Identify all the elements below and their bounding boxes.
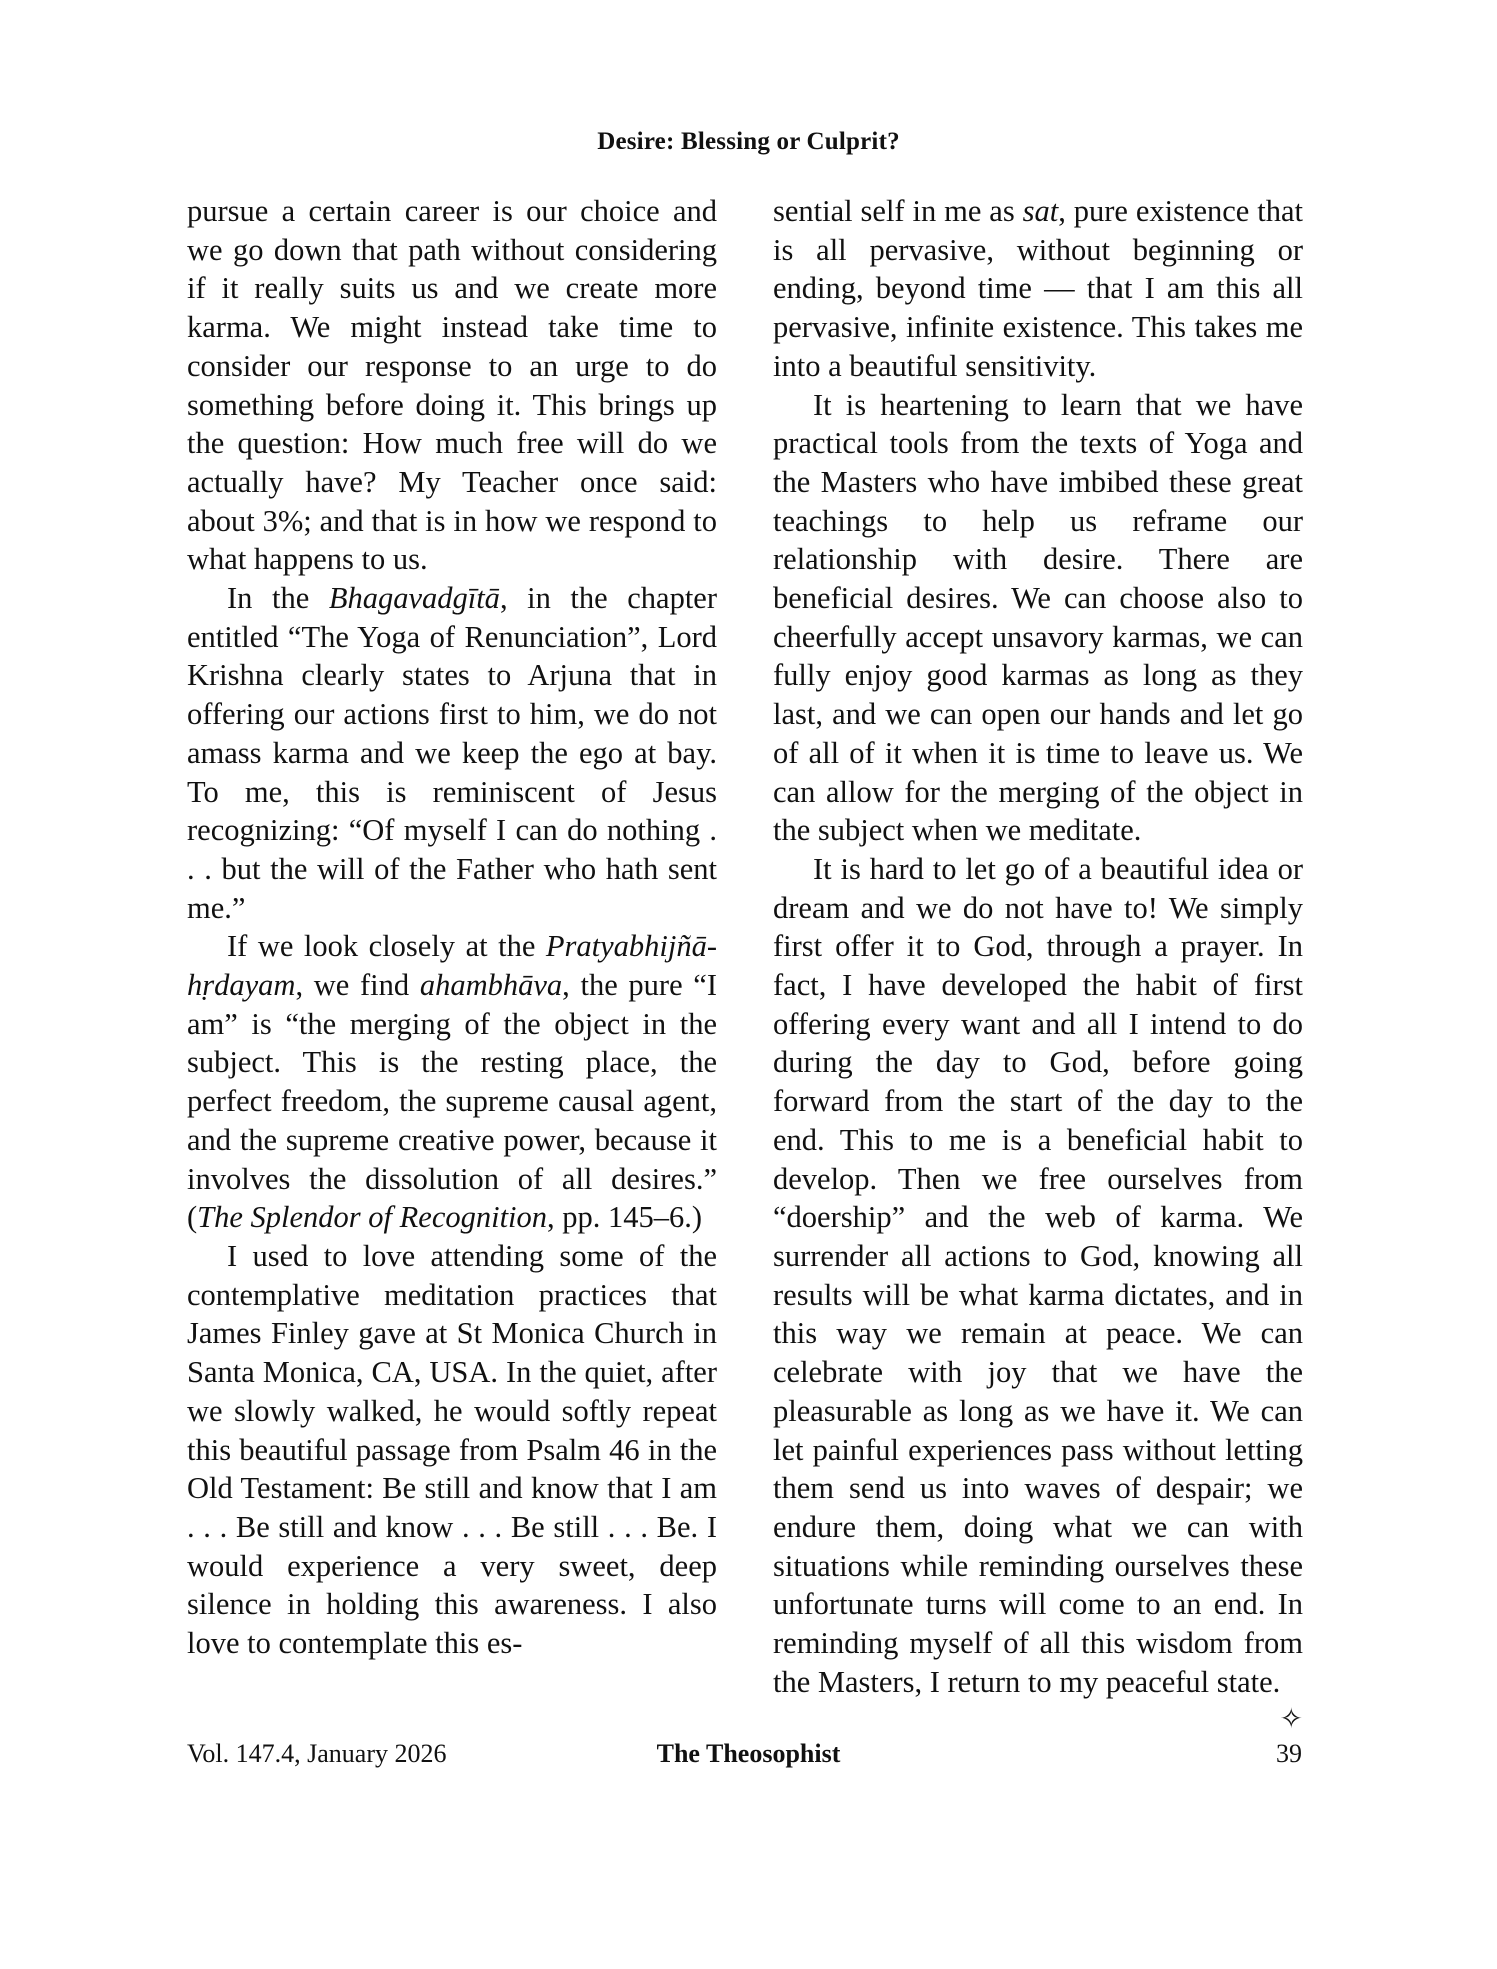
left-column xyxy=(187,192,717,1663)
work-title-bhagavadgita: Bhagavadgītā xyxy=(328,581,500,616)
paragraph-practical-tools: It is heartening to learn that we have practical tools from the texts of Yoga and the Masters who have imbibed these great teachings to help us reframe our relationship with desire. There are beneficial desires. We can choose also to cheerfully accept unsavory karmas, we can fully enjoy good karmas as long as they last, and we can open our hands and let go of all of it when it is time to leave us. We can allow for the merging of the object in the subject when we meditate. xyxy=(773,387,1303,848)
paragraph-career: pursue a certain career is our choice and we go down that path without considering if it really suits us and we create more karma. We might instead take time to consider our response to an urge to do something before doing it. This brings up the question: How much free will do we actually have? My Teacher once said: about 3%; and that is in how we respond to what happens to us. xyxy=(187,194,717,577)
paragraph-bhagavadgita: In the Bhagavadgītā, in the chapter entitled “The Yoga of Renunciation”, Lord Krishna clearly states to Arjuna that in offering our actions first to him, we do not amass karma and we keep the ego at bay. To me, this is reminiscent of Jesus recognizing: “Of myself I can do nothing . . . but the will of the Father who hath sent me.” xyxy=(187,581,717,925)
page-number: 39 xyxy=(1276,1739,1302,1768)
footer-journal-title: The Theosophist xyxy=(656,1739,841,1768)
paragraph-james-finley: I used to love attending some of the contemplative meditation practices that James Finley gave at St Monica Church in Santa Monica, CA, USA. In the quiet, after we slowly walked, he would softly repeat this beautiful passage from Psalm 46 in the Old Testament: Be still and know that I am . . . Be still and know . . . Be still . . . Be. I would experience a very sweet, deep silence in holding this awareness. I also love to contemplate this es- xyxy=(187,1238,717,1661)
term-ahambhava: ahambhāva xyxy=(419,968,563,1003)
end-of-article-icon: ✧ xyxy=(1279,1704,1303,1736)
paragraph-pratyabhijna: If we look closely at the Pratyabhijñā-hṛdayam, we find ahambhāva, the pure “I am” is “the merging of the object in the subject. This is the resting place, the perfect freedom, the supreme causal agent, and the supreme creative power, because it involves the dissolution of all desires.” (The Splendor of Recognition, pp. 145–6.) xyxy=(187,929,717,1235)
footer-volume: Vol. 147.4, January 2026 xyxy=(187,1739,447,1768)
paragraph-sat: sential self in me as sat, pure existence that is all pervasive, without beginning or ending, beyond time — that I am this all pervasive, infinite existence. This takes me into a beautiful sensitivity. xyxy=(773,194,1303,383)
running-title: Desire: Blessing or Culprit? xyxy=(597,128,900,155)
work-title-pratyabhijna: Pratyabhijñā-hṛdayam xyxy=(187,929,717,1003)
term-sat: sat xyxy=(1022,194,1059,228)
right-column xyxy=(773,192,1303,1740)
paragraph-letting-go: It is hard to let go of a beautiful idea or dream and we do not have to! We simply first offer it to God, through a prayer. In fact, I have developed the habit of first offering every want and all I intend to do during the day to God, before going forward from the start of the day to the end. This to me is a beneficial habit to develop. Then we free ourselves from “doership” and the web of karma. We surrender all actions to God, knowing all results will be what karma dictates, and in this way we remain at peace. We can celebrate with joy that we have the pleasurable as long as we have it. We can let painful experiences pass without letting them send us into waves of despair; we endure them, doing what we can with situations while reminding ourselves these unfortunate turns will come to an end. In reminding myself of all this wisdom from the Masters, I return to my peaceful state. ✧ xyxy=(773,850,1303,1701)
book-title-splendor: The Splendor of Recognition xyxy=(197,1200,548,1235)
